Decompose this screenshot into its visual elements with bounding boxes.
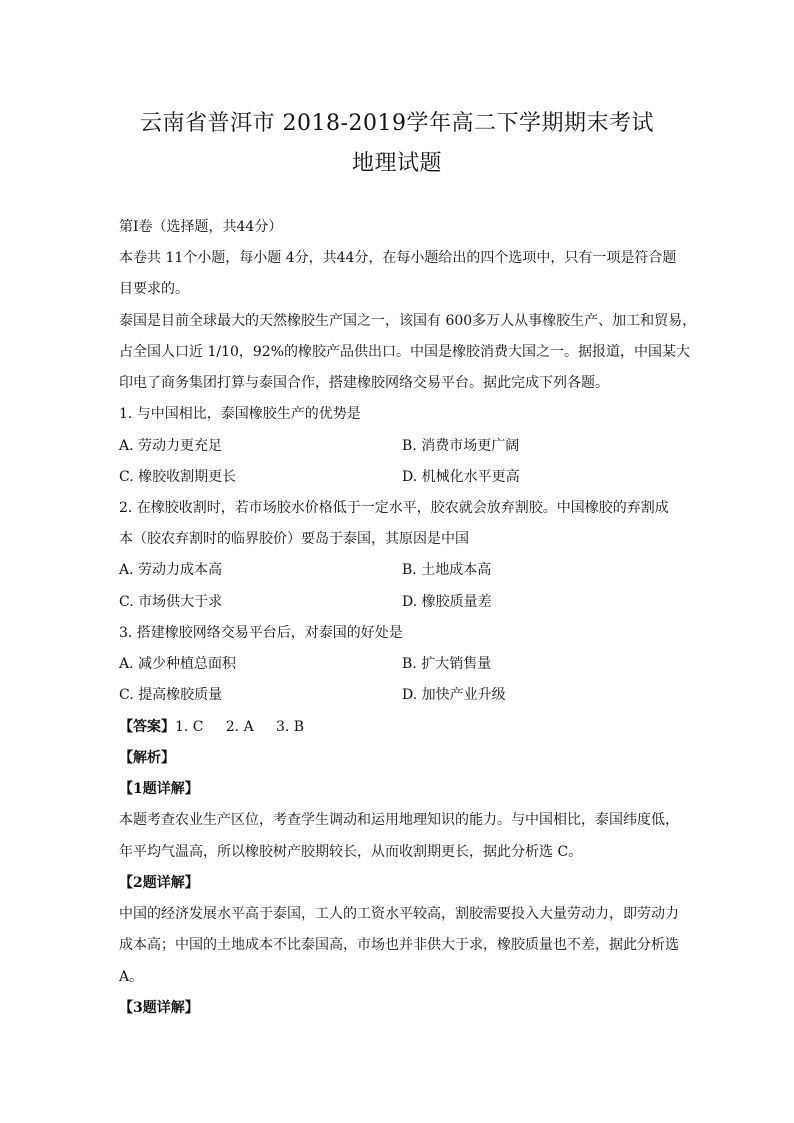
question-1-option-a: A. 劳动力更充足 xyxy=(119,438,223,454)
question-3-stem: 3. 搭建橡胶网络交易平台后，对泰国的好处是 xyxy=(119,625,403,641)
question-3-option-b: B. 扩大销售量 xyxy=(402,656,492,672)
detail-1-label: 【1题详解】 xyxy=(119,781,199,797)
question-2-stem-line-2: 本（胶农弃割时的临界胶价）要岛于泰国，其原因是中国 xyxy=(119,531,469,547)
question-3-option-c: C. 提高橡胶质量 xyxy=(119,687,223,703)
detail-1-line-2: 年平均气温高，所以橡胶树产胶期较长，从而收割期更长，据此分析选 C。 xyxy=(119,844,583,860)
answer-label: 【答案】 xyxy=(119,719,175,735)
question-2-option-a: A. 劳动力成本高 xyxy=(119,562,223,578)
passage-line-3: 印电了商务集团打算与泰国合作，搭建橡胶网络交易平台。据此完成下列各题。 xyxy=(119,375,609,391)
question-3-option-d: D. 加快产业升级 xyxy=(402,687,506,703)
question-1-stem: 1. 与中国相比，泰国橡胶生产的优势是 xyxy=(119,406,361,422)
detail-2-label: 【2题详解】 xyxy=(119,875,199,891)
detail-3-label: 【3题详解】 xyxy=(119,1000,199,1016)
question-3-option-a: A. 减少种植总面积 xyxy=(119,656,237,672)
question-2-option-b: B. 土地成本高 xyxy=(402,562,492,578)
question-1-option-c: C. 橡胶收割期更长 xyxy=(119,469,237,485)
question-1-option-d: D. 机械化水平更高 xyxy=(402,469,520,485)
answer-line xyxy=(119,718,304,736)
detail-2-line-3: A。 xyxy=(119,969,144,985)
answer-text: 1. C 2. A 3. B xyxy=(175,719,305,735)
instructions-line-2: 目要求的。 xyxy=(119,281,189,297)
document-subtitle: 地理试题 xyxy=(351,151,442,176)
detail-2-line-1: 中国的经济发展水平高于泰国，工人的工资水平较高，割胶需要投入大量劳动力，即劳动力 xyxy=(119,906,679,922)
question-2-stem-line-1: 2. 在橡胶收割时，若市场胶水价格低于一定水平，胶农就会放弃割胶。中国橡胶的弃割成 xyxy=(119,500,669,516)
question-2-option-d: D. 橡胶质量差 xyxy=(402,594,492,610)
detail-1-line-1: 本题考查农业生产区位，考查学生调动和运用地理知识的能力。与中国相比，泰国纬度低， xyxy=(119,812,679,828)
passage-line-2: 占全国人口近 1/10，92%的橡胶产品供出口。中国是橡胶消费大国之一。据报道，中国某大 xyxy=(119,344,691,360)
instructions-line-1: 本卷共 11个小题，每小题 4分，共44分，在每小题给出的四个选项中，只有一项是符合题 xyxy=(119,250,677,266)
passage-line-1: 泰国是目前全球最大的天然橡胶生产国之一，该国有 600多万人从事橡胶生产、加工和贸易， xyxy=(119,313,697,329)
analysis-label: 【解析】 xyxy=(119,750,175,766)
question-2-option-c: C. 市场供大于求 xyxy=(119,594,223,610)
question-1-option-b: B. 消费市场更广阔 xyxy=(402,438,520,454)
section-header: 第Ⅰ卷（选择题，共44分） xyxy=(119,219,283,235)
detail-2-line-2: 成本高；中国的土地成本不比泰国高，市场也并非供大于求，橡胶质量也不差，据此分析选 xyxy=(119,937,679,953)
document-title: 云南省普洱市 2018-2019学年高二下学期期末考试 xyxy=(140,111,654,136)
